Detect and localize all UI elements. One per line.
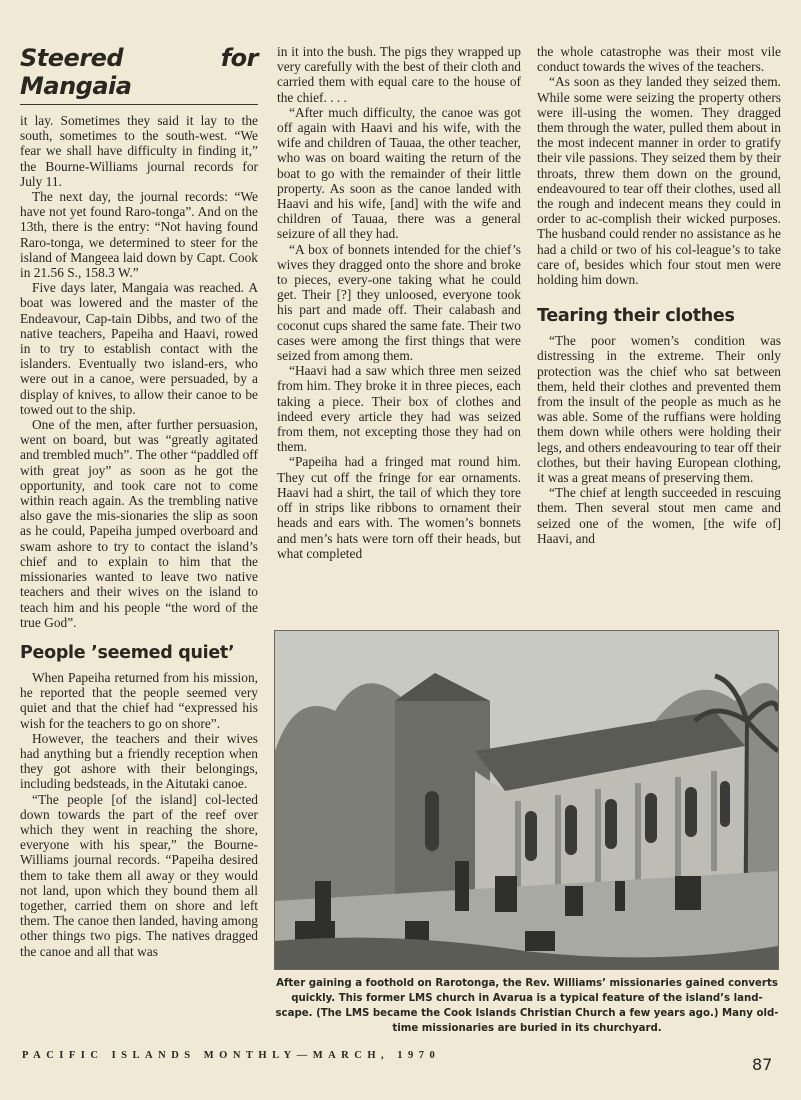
church-photo-illustration <box>275 631 778 969</box>
paragraph: The next day, the journal records: “We have not yet found Raro-tonga”. And on the 13th, there is the entry: “Not having found Raro-tonga, we determined to steer for the island of Mangeea laid down by Capt. Cook in 21.56 S., 158.3 W.” <box>20 189 258 281</box>
subheading-tearing-their-clothes: Tearing their clothes <box>537 306 735 327</box>
church-photo <box>274 630 779 970</box>
publication-footer: PACIFIC ISLANDS MONTHLY—MARCH, 1970 <box>22 1050 441 1061</box>
paragraph: it lay. Sometimes they said it lay to the south, sometimes to the south-west. “We fear we shall have difficulty in finding it,” the Bourne-Williams journal records for July 11. <box>20 113 258 189</box>
photo-caption: After gaining a foothold on Rarotonga, the Rev. Williams’ missionaries gained converts quickly. This former LMS church in Avarua is a typical feature of the island’s land-scape. (The LMS became the Cook Islands Christian Church a few years ago.) Many old-time missionaries are buried in its churchyard. <box>275 978 779 1034</box>
paragraph: “Papeiha had a fringed mat round him. They cut off the fringe for ear ornaments. Haavi had a shirt, the tail of which they tore off in strips like ribbons to ornament their heads and ears with. The women’s bonnets and men’s hats were torn off their heads, but what completed <box>277 454 521 561</box>
article-column-3 <box>537 44 781 546</box>
paragraph: in it into the bush. The pigs they wrapped up very carefully with the best of their cloth and carried them with equal care to the house of the chief. . . . <box>277 44 521 105</box>
paragraph: the whole catastrophe was their most vile conduct towards the wives of the teachers. <box>537 44 781 75</box>
paragraph: However, the teachers and their wives had anything but a friendly reception when they got ashore with their belongings, including bedsteads, in the Aitutaki canoe. <box>20 730 258 792</box>
paragraph: “The chief at length succeeded in rescuing them. Then several stout men came and seized one of the women, [the wife of] Haavi, and <box>537 485 781 546</box>
paragraph: “Haavi had a saw which three men seized from him. They broke it in three pieces, each taking a piece. Their box of clothes and indeed every article they had was seized from them, not excepting those they had on them. <box>277 363 521 455</box>
paragraph: “The people [of the island] col-lected down towards the part of the reef over which they went in reaching the shore, everyone with his spear,” the Bourne-Williams journal records. “Papeiha desired them to take them all away or they would not land, upon which they bound them all together, carried them on shore and left them. The canoe then landed, having among other things two pigs. The natives dragged the canoe and all that was <box>20 791 258 959</box>
paragraph: “As soon as they landed they seized them. While some were seizing the property others were ill-using the women. They dragged them through the water, pulled them about in the most indecent manner in order to gratify their vile passions. They seized them by their throats, threw them down on the ground, endeavoured to tear off their clothes, used all the rough and indecent means they could in order to ac-complish their wicked purposes. The husband could render no assistance as he had a child or two of his col-league’s to take care of, besides which four stout men were holding him down. <box>537 74 781 288</box>
paragraph: “A box of bonnets intended for the chief’s wives they dragged onto the shore and broke to pieces, every-one taking what he could get. Their [?] they unloosed, everyone took his part and made off. Their calabash and coconut cups shared the same fate. Their two cases were among the first things that were seized from among them. <box>277 241 521 364</box>
paragraph: Five days later, Mangaia was reached. A boat was lowered and the master of the Endeavour, Cap-tain Dibbs, and two of the native teachers, Papeiha and Haavi, rowed in to try to establish contact with the islanders. Eventually two island-ers, who were out in a canoe, were persuaded, by a display of knives, to allow their canoe to be towed out to the ship. <box>20 280 258 417</box>
paragraph: When Papeiha returned from his mission, he reported that the people seemed very quiet and that the chief had “expressed his wish for the teachers to go on shore”. <box>20 669 258 731</box>
article-column-2 <box>277 44 521 561</box>
article-column-1 <box>20 44 258 959</box>
paragraph: One of the men, after further persuasion, went on board, but was “greatly agitated and trembled much”. The other “paddled off with great joy” as soon as he got the opportunity, and took care not to come within reach again. As the trembling native also gave the mis-sionaries the slip as soon as he could, Papeiha jumped overboard and swam ashore to try to contact the island’s chief and to explain to him that the missionaries wanted to leave two native teachers and their wives on the island to teach him and his people “the word of the true God”. <box>20 417 258 630</box>
subheading-people-seemed-quiet: People ’seemed quiet’ <box>20 642 235 663</box>
paragraph: “The poor women’s condition was distressing in the extreme. Their only protection was the chief who sat between them, held their clothes and prevented them from the insult of the people as much as he was able. Some of the ruffians were holding them down while others were holding their legs, and others endeavouring to tear off their clothes, but their having European clothing, it was a great means of preserving them. <box>537 333 781 486</box>
page-number: 87 <box>752 1055 773 1074</box>
article-title: Steered for Mangaia <box>20 44 258 105</box>
paragraph: “After much difficulty, the canoe was got off again with Haavi and his wife, with the wife and children of Tauaa, the other teacher, who was on board waiting the return of the boat to go with the remainder of their little property. As soon as the canoe landed with Haavi and his wife, [and] with the wife and children of Tauaa, there was a general seizure of all they had. <box>277 104 521 242</box>
